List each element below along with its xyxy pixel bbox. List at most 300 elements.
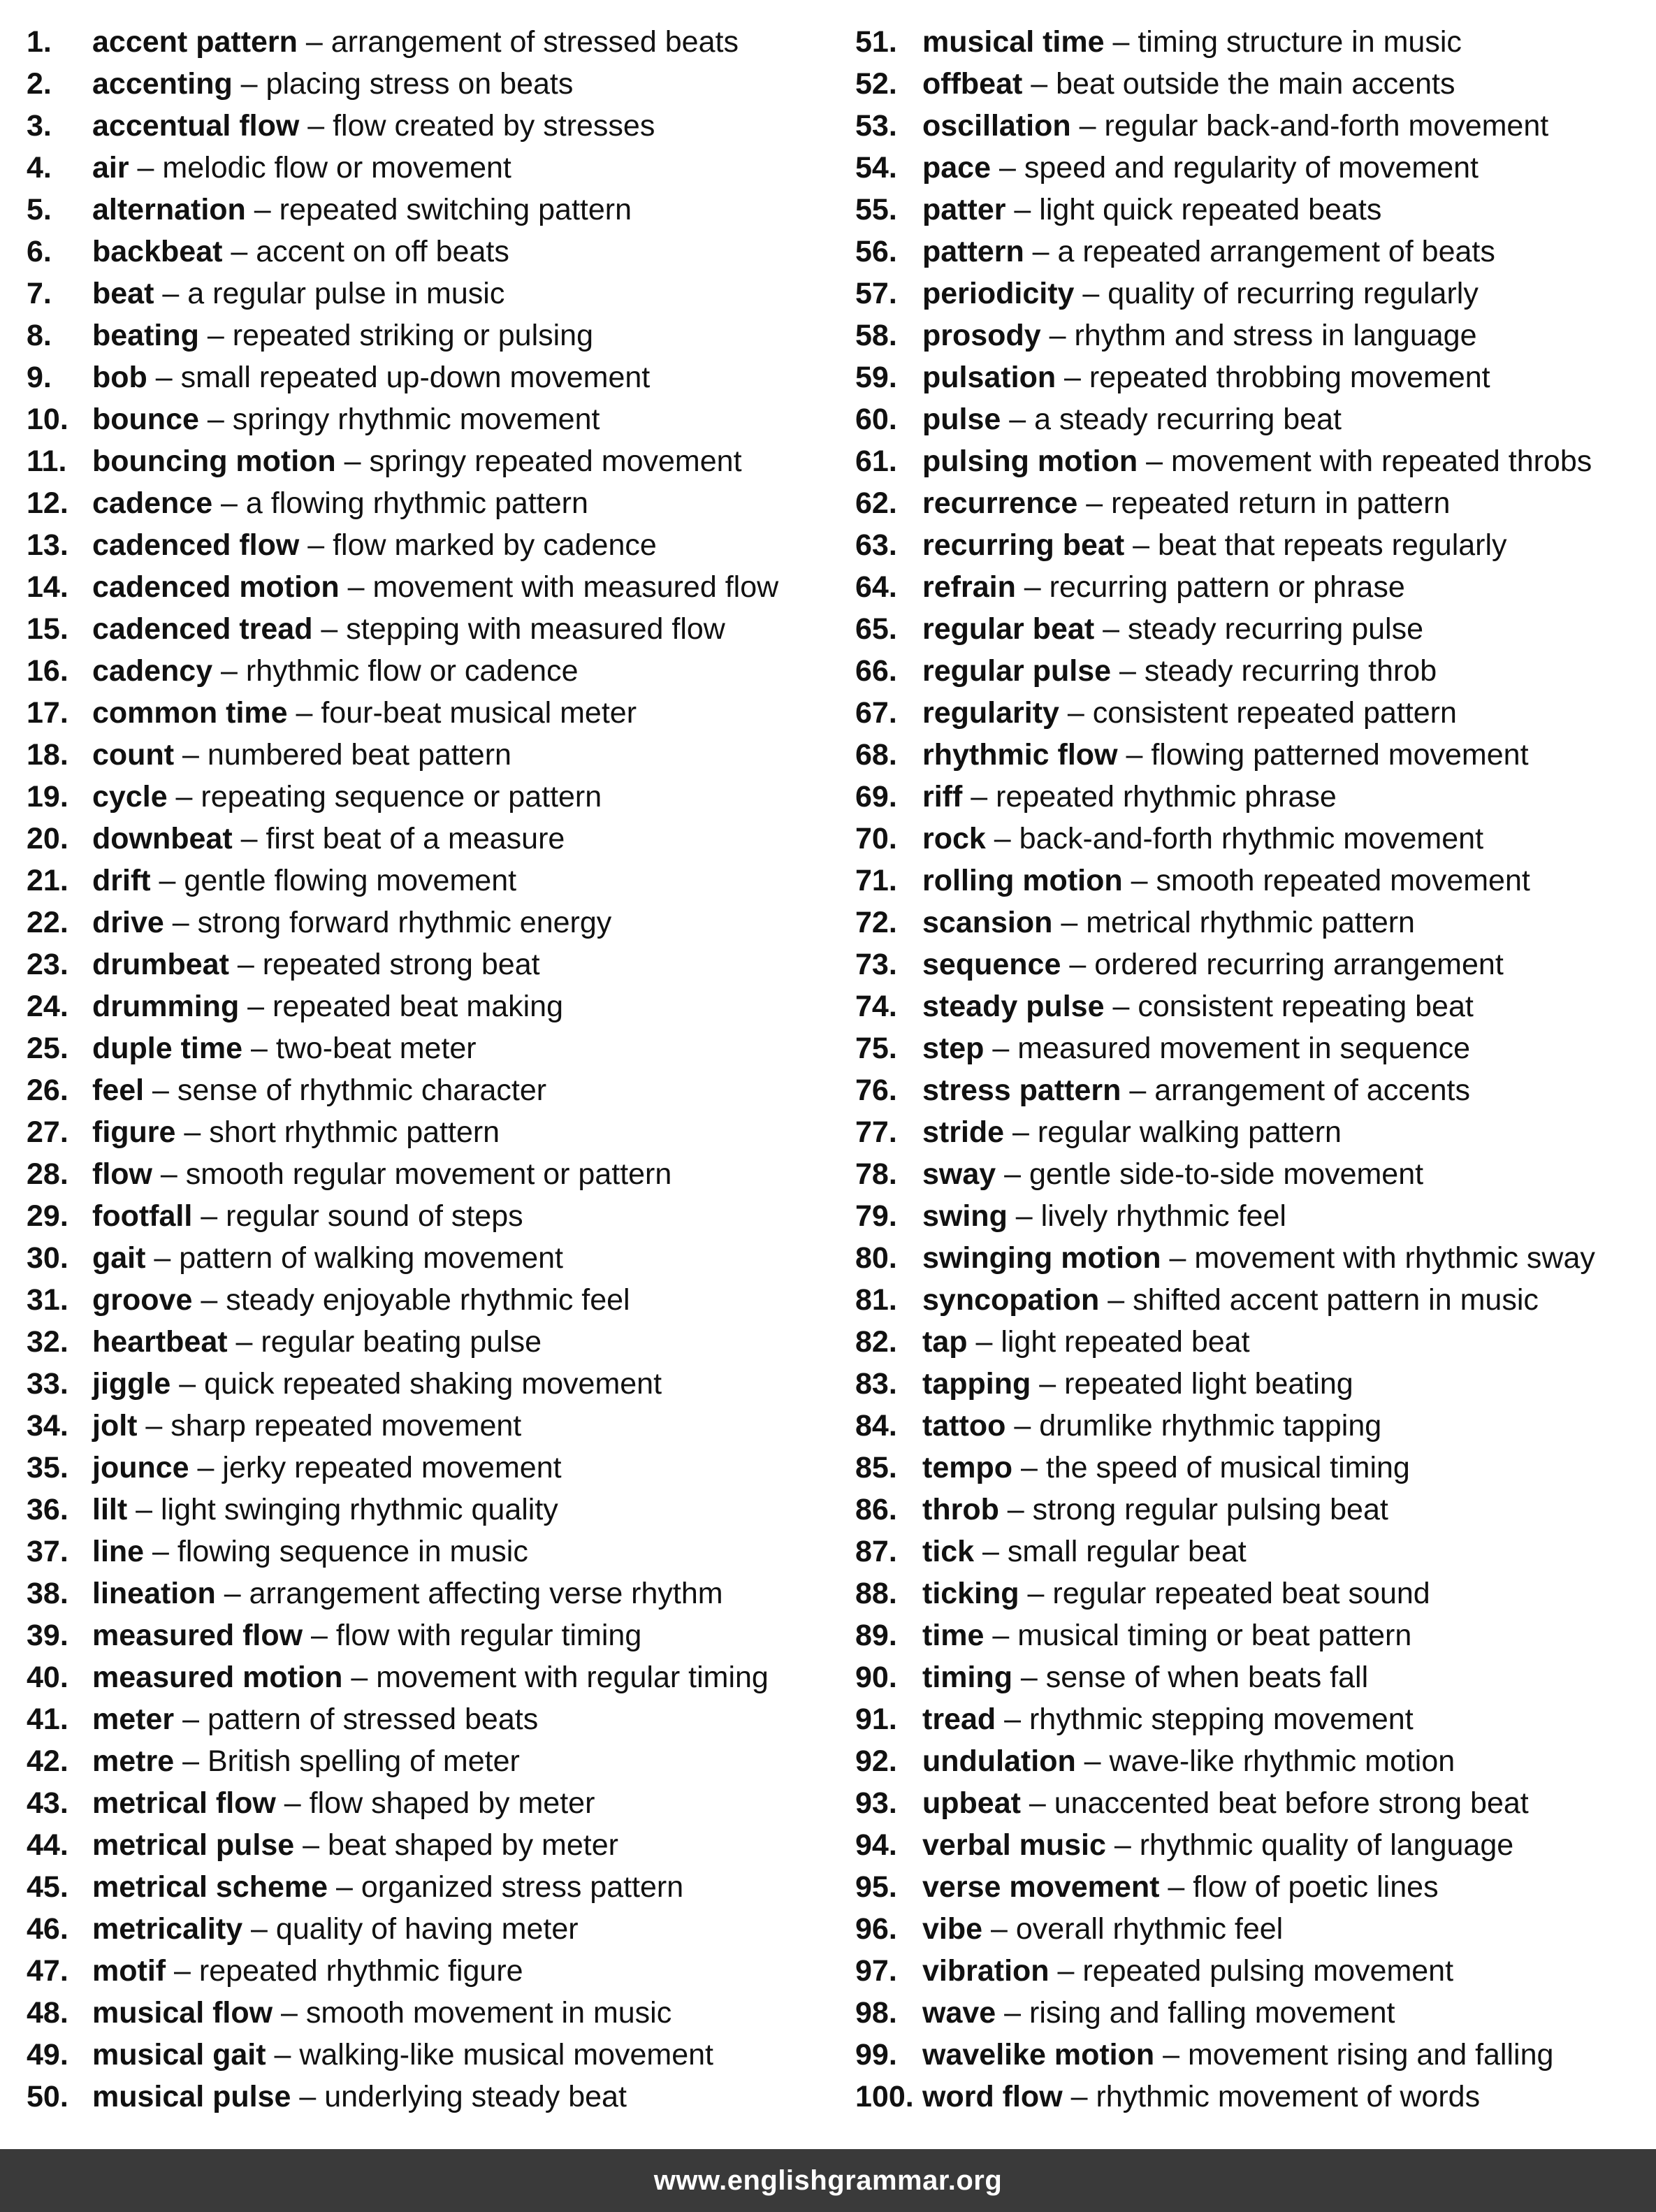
- list-item: [855, 1866, 1656, 1908]
- entry-term: swing: [922, 1199, 1008, 1233]
- entry-definition: flow with regular timing: [335, 1619, 642, 1652]
- list-item: [27, 356, 851, 398]
- entry-number: 73.: [855, 948, 897, 981]
- entry-separator: –: [1070, 109, 1105, 143]
- entry-number: 53.: [855, 109, 897, 143]
- entry-term: metrical pulse: [92, 1828, 295, 1862]
- entry-term: metrical flow: [92, 1786, 276, 1820]
- entry-definition: a steady recurring beat: [1034, 403, 1342, 436]
- list-item: [27, 776, 851, 818]
- entry-term: jounce: [92, 1451, 189, 1484]
- entry-separator: –: [1122, 864, 1156, 897]
- list-item: [27, 21, 851, 63]
- entry-term: rock: [922, 822, 986, 855]
- entry-separator: –: [1061, 948, 1095, 981]
- entry-number: 8.: [27, 319, 52, 352]
- entry-separator: –: [150, 864, 184, 897]
- entry-number: 18.: [27, 738, 68, 772]
- entry-term: accentual flow: [92, 109, 300, 143]
- list-item: [855, 273, 1656, 315]
- list-item: [855, 1782, 1656, 1824]
- entry-separator: –: [245, 193, 279, 226]
- list-item: [27, 1908, 851, 1950]
- entry-separator: –: [974, 1535, 1008, 1568]
- entry-separator: –: [1104, 25, 1138, 59]
- entry-definition: flowing sequence in music: [177, 1535, 528, 1568]
- entry-number: 61.: [855, 444, 897, 478]
- list-item: [27, 1405, 851, 1447]
- entry-number: 66.: [855, 654, 897, 688]
- entry-number: 64.: [855, 570, 897, 604]
- entry-separator: –: [1005, 1409, 1040, 1443]
- entry-term: regular beat: [922, 612, 1095, 646]
- entry-term: bounce: [92, 403, 199, 436]
- entry-term: swinging motion: [922, 1241, 1161, 1275]
- entry-separator: –: [996, 1996, 1030, 2030]
- entry-number: 6.: [27, 235, 52, 268]
- entry-separator: –: [1056, 361, 1089, 394]
- entry-number: 83.: [855, 1367, 897, 1401]
- entry-number: 36.: [27, 1493, 68, 1526]
- entry-term: count: [92, 738, 175, 772]
- entry-number: 40.: [27, 1661, 68, 1694]
- list-item: [27, 273, 851, 315]
- entry-definition: flow marked by cadence: [333, 528, 657, 562]
- entry-number: 10.: [27, 403, 68, 436]
- entry-separator: –: [1154, 2038, 1188, 2072]
- list-item: [27, 147, 851, 189]
- entry-term: beating: [92, 319, 199, 352]
- entry-number: 39.: [27, 1619, 68, 1652]
- entry-definition: a flowing rhythmic pattern: [245, 486, 588, 520]
- entry-separator: –: [129, 151, 163, 185]
- entry-term: syncopation: [922, 1283, 1100, 1317]
- entry-term: pattern: [922, 235, 1024, 268]
- entry-number: 85.: [855, 1451, 897, 1484]
- word-list-column-left: [27, 21, 851, 2118]
- entry-definition: light swinging rhythmic quality: [160, 1493, 558, 1526]
- entry-separator: –: [1022, 67, 1056, 101]
- list-item: [27, 315, 851, 356]
- entry-definition: movement rising and falling: [1187, 2038, 1554, 2072]
- entry-term: sequence: [922, 948, 1061, 981]
- list-item: [27, 1027, 851, 1069]
- list-item: [855, 1824, 1656, 1866]
- entry-term: cadency: [92, 654, 213, 688]
- entry-definition: regular sound of steps: [226, 1199, 523, 1233]
- entry-term: sway: [922, 1157, 996, 1191]
- entry-separator: –: [1074, 277, 1108, 310]
- entry-number: 23.: [27, 948, 68, 981]
- entry-number: 51.: [855, 25, 897, 59]
- entry-term: pulse: [922, 403, 1001, 436]
- entry-term: drumming: [92, 990, 240, 1023]
- entry-separator: –: [170, 1367, 205, 1401]
- entry-term: refrain: [922, 570, 1016, 604]
- entry-separator: –: [291, 2080, 325, 2113]
- list-item: [27, 1195, 851, 1237]
- entry-separator: –: [232, 822, 266, 855]
- entry-definition: rhythmic movement of words: [1096, 2080, 1481, 2113]
- entry-separator: –: [228, 948, 263, 981]
- entry-number: 33.: [27, 1367, 68, 1401]
- entry-definition: short rhythmic pattern: [209, 1115, 500, 1149]
- entry-number: 63.: [855, 528, 897, 562]
- entry-number: 17.: [27, 696, 68, 730]
- list-item: [27, 1447, 851, 1489]
- entry-separator: –: [342, 1661, 377, 1694]
- entry-separator: –: [1001, 403, 1035, 436]
- entry-definition: stepping with measured flow: [346, 612, 725, 646]
- entry-definition: sharp repeated movement: [170, 1409, 522, 1443]
- entry-separator: –: [273, 1996, 306, 2030]
- entry-term: tempo: [922, 1451, 1012, 1484]
- list-item: [855, 1908, 1656, 1950]
- entry-definition: the speed of musical timing: [1045, 1451, 1410, 1484]
- list-item: [855, 608, 1656, 650]
- entry-number: 100.: [855, 2080, 914, 2113]
- entry-term: periodicity: [922, 277, 1075, 310]
- entry-separator: –: [227, 1325, 261, 1359]
- entry-number: 7.: [27, 277, 52, 310]
- entry-separator: –: [215, 1577, 249, 1610]
- list-item: [855, 1153, 1656, 1195]
- entry-term: drift: [92, 864, 151, 897]
- entry-number: 28.: [27, 1157, 68, 1191]
- list-item: [855, 1992, 1656, 2034]
- entry-term: duple time: [92, 1032, 243, 1065]
- entry-number: 89.: [855, 1619, 897, 1652]
- entry-number: 16.: [27, 654, 68, 688]
- list-item: [27, 231, 851, 273]
- entry-separator: –: [328, 1870, 361, 1904]
- entry-separator: –: [294, 1828, 328, 1862]
- entry-separator: –: [287, 696, 321, 730]
- entry-definition: melodic flow or movement: [162, 151, 511, 185]
- entry-number: 2.: [27, 67, 52, 101]
- entry-separator: –: [212, 486, 246, 520]
- entry-definition: gentle side-to-side movement: [1029, 1157, 1424, 1191]
- list-item: [27, 1992, 851, 2034]
- entry-number: 74.: [855, 990, 897, 1023]
- entry-definition: underlying steady beat: [324, 2080, 627, 2113]
- entry-definition: beat outside the main accents: [1056, 67, 1455, 101]
- entry-term: step: [922, 1032, 985, 1065]
- entry-definition: repeated rhythmic phrase: [996, 780, 1337, 814]
- entry-separator: –: [147, 361, 181, 394]
- entry-definition: back-and-forth rhythmic movement: [1019, 822, 1484, 855]
- entry-definition: movement with repeated throbs: [1170, 444, 1592, 478]
- entry-term: pace: [922, 151, 992, 185]
- entry-definition: flowing patterned movement: [1151, 738, 1529, 772]
- entry-number: 13.: [27, 528, 68, 562]
- entry-definition: metrical rhythmic pattern: [1086, 906, 1415, 939]
- entry-number: 94.: [855, 1828, 897, 1862]
- entry-definition: arrangement of accents: [1154, 1074, 1470, 1107]
- entry-number: 4.: [27, 151, 52, 185]
- entry-definition: small repeated up-down movement: [180, 361, 651, 394]
- entry-term: drumbeat: [92, 948, 229, 981]
- entry-number: 37.: [27, 1535, 68, 1568]
- entry-term: cycle: [92, 780, 168, 814]
- entry-term: vibration: [922, 1954, 1049, 1988]
- entry-number: 92.: [855, 1744, 897, 1778]
- entry-definition: smooth movement in music: [305, 1996, 672, 2030]
- entry-separator: –: [991, 151, 1024, 185]
- list-item: [855, 1321, 1656, 1363]
- list-item: [27, 2034, 851, 2076]
- entry-number: 38.: [27, 1577, 68, 1610]
- entry-number: 69.: [855, 780, 897, 814]
- entry-separator: –: [242, 1032, 276, 1065]
- entry-number: 70.: [855, 822, 897, 855]
- entry-term: stress pattern: [922, 1074, 1121, 1107]
- entry-term: drive: [92, 906, 164, 939]
- entry-term: lilt: [92, 1493, 128, 1526]
- entry-separator: –: [1020, 1786, 1054, 1820]
- entry-term: oscillation: [922, 109, 1071, 143]
- list-item: [855, 818, 1656, 860]
- entry-term: measured motion: [92, 1661, 343, 1694]
- entry-number: 67.: [855, 696, 897, 730]
- entry-definition: regular back-and-forth movement: [1104, 109, 1549, 143]
- entry-number: 43.: [27, 1786, 68, 1820]
- entry-number: 50.: [27, 2080, 68, 2113]
- entry-term: lineation: [92, 1577, 216, 1610]
- entry-definition: jerky repeated movement: [222, 1451, 562, 1484]
- entry-term: groove: [92, 1283, 193, 1317]
- entry-term: cadenced tread: [92, 612, 313, 646]
- entry-number: 79.: [855, 1199, 897, 1233]
- list-item: [855, 1405, 1656, 1447]
- entry-definition: smooth repeated movement: [1156, 864, 1530, 897]
- entry-number: 84.: [855, 1409, 897, 1443]
- entry-number: 45.: [27, 1870, 68, 1904]
- entry-number: 31.: [27, 1283, 68, 1317]
- entry-definition: light repeated beat: [1001, 1325, 1250, 1359]
- entry-separator: –: [1040, 319, 1075, 352]
- entry-term: pulsation: [922, 361, 1056, 394]
- entry-number: 3.: [27, 109, 52, 143]
- entry-term: cadenced flow: [92, 528, 300, 562]
- entry-definition: beat shaped by meter: [328, 1828, 618, 1862]
- list-item: [855, 231, 1656, 273]
- entry-definition: beat that repeats regularly: [1157, 528, 1507, 562]
- entry-definition: regular walking pattern: [1037, 1115, 1342, 1149]
- list-item: [27, 1153, 851, 1195]
- list-item: [27, 482, 851, 524]
- entry-separator: –: [145, 1241, 180, 1275]
- entry-separator: –: [984, 1619, 1018, 1652]
- list-item: [855, 440, 1656, 482]
- entry-term: upbeat: [922, 1786, 1021, 1820]
- entry-separator: –: [297, 25, 331, 59]
- entry-separator: –: [212, 654, 246, 688]
- list-item: [27, 650, 851, 692]
- list-item: [27, 1237, 851, 1279]
- entry-separator: –: [299, 528, 333, 562]
- entry-separator: –: [1019, 1577, 1053, 1610]
- entry-definition: steady recurring pulse: [1127, 612, 1424, 646]
- entry-separator: –: [239, 990, 273, 1023]
- entry-separator: –: [175, 1115, 210, 1149]
- entry-separator: –: [998, 1493, 1033, 1526]
- entry-number: 60.: [855, 403, 897, 436]
- entry-number: 42.: [27, 1744, 68, 1778]
- entry-separator: –: [1094, 612, 1128, 646]
- entry-number: 29.: [27, 1199, 68, 1233]
- entry-separator: –: [335, 444, 370, 478]
- entry-separator: –: [174, 1703, 208, 1736]
- entry-definition: repeating sequence or pattern: [201, 780, 602, 814]
- list-item: [855, 1489, 1656, 1531]
- entry-term: verbal music: [922, 1828, 1106, 1862]
- entry-number: 57.: [855, 277, 897, 310]
- entry-term: metricality: [92, 1912, 243, 1946]
- entry-term: line: [92, 1535, 145, 1568]
- entry-number: 46.: [27, 1912, 68, 1946]
- entry-definition: a repeated arrangement of beats: [1057, 235, 1495, 268]
- entry-term: heartbeat: [92, 1325, 228, 1359]
- list-item: [855, 398, 1656, 440]
- entry-term: gait: [92, 1241, 146, 1275]
- list-item: [27, 1279, 851, 1321]
- list-item: [27, 692, 851, 734]
- entry-term: regularity: [922, 696, 1059, 730]
- entry-definition: British spelling of meter: [207, 1744, 520, 1778]
- list-item: [855, 1950, 1656, 1992]
- entry-term: scansion: [922, 906, 1053, 939]
- entry-definition: pattern of walking movement: [179, 1241, 563, 1275]
- list-item: [27, 818, 851, 860]
- list-item: [855, 1279, 1656, 1321]
- list-item: [855, 1069, 1656, 1111]
- entry-separator: –: [1062, 2080, 1096, 2113]
- entry-definition: gentle flowing movement: [184, 864, 517, 897]
- entry-separator: –: [1111, 654, 1145, 688]
- entry-term: measured flow: [92, 1619, 303, 1652]
- entry-number: 88.: [855, 1577, 897, 1610]
- entry-term: musical time: [922, 25, 1105, 59]
- entry-separator: –: [339, 570, 373, 604]
- entry-term: musical gait: [92, 2038, 266, 2072]
- entry-term: accent pattern: [92, 25, 298, 59]
- entry-term: wave: [922, 1996, 996, 2030]
- entry-term: riff: [922, 780, 963, 814]
- list-item: [27, 524, 851, 566]
- list-item: [27, 440, 851, 482]
- list-item: [855, 315, 1656, 356]
- entry-definition: repeated light beating: [1064, 1367, 1353, 1401]
- entry-separator: –: [1117, 738, 1152, 772]
- entry-number: 77.: [855, 1115, 897, 1149]
- entry-number: 1.: [27, 25, 52, 59]
- entry-term: offbeat: [922, 67, 1023, 101]
- list-item: [855, 692, 1656, 734]
- entry-separator: –: [1049, 1954, 1083, 1988]
- footer-website-link[interactable]: www.englishgrammar.org: [653, 2164, 1003, 2196]
- entry-term: metre: [92, 1744, 175, 1778]
- list-item: [27, 1069, 851, 1111]
- list-item: [27, 1824, 851, 1866]
- entry-definition: timing structure in music: [1138, 25, 1462, 59]
- list-item: [27, 608, 851, 650]
- entry-definition: movement with rhythmic sway: [1194, 1241, 1595, 1275]
- entry-term: downbeat: [92, 822, 233, 855]
- entry-term: common time: [92, 696, 288, 730]
- list-item: [27, 944, 851, 985]
- entry-term: tread: [922, 1703, 996, 1736]
- entry-definition: light quick repeated beats: [1039, 193, 1382, 226]
- entry-number: 22.: [27, 906, 68, 939]
- list-item: [27, 1111, 851, 1153]
- entry-number: 97.: [855, 1954, 897, 1988]
- list-item: [855, 2076, 1656, 2118]
- list-item: [855, 944, 1656, 985]
- entry-definition: quality of recurring regularly: [1107, 277, 1479, 310]
- entry-definition: arrangement affecting verse rhythm: [249, 1577, 723, 1610]
- entry-definition: springy rhythmic movement: [232, 403, 600, 436]
- list-item: [27, 1531, 851, 1573]
- entry-term: musical flow: [92, 1996, 273, 2030]
- list-item: [27, 1363, 851, 1405]
- list-item: [27, 1698, 851, 1740]
- entry-definition: steady recurring throb: [1144, 654, 1437, 688]
- entry-separator: –: [275, 1786, 310, 1820]
- entry-separator: –: [982, 1912, 1016, 1946]
- entry-term: timing: [922, 1661, 1012, 1694]
- entry-definition: repeated striking or pulsing: [232, 319, 594, 352]
- list-item: [855, 147, 1656, 189]
- entry-definition: arrangement of stressed beats: [331, 25, 739, 59]
- list-item: [855, 189, 1656, 231]
- entry-term: regular pulse: [922, 654, 1112, 688]
- list-item: [855, 105, 1656, 147]
- entry-term: figure: [92, 1115, 176, 1149]
- entry-definition: repeated throbbing movement: [1089, 361, 1490, 394]
- entry-definition: movement with measured flow: [372, 570, 779, 604]
- list-item: [855, 1740, 1656, 1782]
- entry-number: 19.: [27, 780, 68, 814]
- entry-number: 11.: [27, 444, 67, 478]
- entry-separator: –: [1052, 906, 1087, 939]
- entry-separator: –: [1015, 570, 1049, 604]
- entry-definition: regular repeated beat sound: [1052, 1577, 1430, 1610]
- entry-definition: lively rhythmic feel: [1040, 1199, 1286, 1233]
- entry-definition: repeated pulsing movement: [1082, 1954, 1454, 1988]
- entry-separator: –: [967, 1325, 1001, 1359]
- entry-separator: –: [996, 1703, 1029, 1736]
- footer-bar: [0, 2149, 1656, 2212]
- entry-number: 32.: [27, 1325, 68, 1359]
- entry-term: ticking: [922, 1577, 1019, 1610]
- entry-definition: flow shaped by meter: [309, 1786, 595, 1820]
- entry-separator: –: [242, 1912, 276, 1946]
- entry-term: prosody: [922, 319, 1041, 352]
- entry-separator: –: [1077, 486, 1112, 520]
- list-item: [855, 1027, 1656, 1069]
- entry-separator: –: [1004, 1115, 1038, 1149]
- entry-term: bouncing motion: [92, 444, 336, 478]
- entry-separator: –: [167, 780, 201, 814]
- entry-number: 47.: [27, 1954, 68, 1988]
- entry-separator: –: [174, 738, 208, 772]
- list-item: [27, 1489, 851, 1531]
- list-item: [27, 1866, 851, 1908]
- entry-term: cadence: [92, 486, 213, 520]
- entry-term: tap: [922, 1325, 968, 1359]
- entry-definition: organized stress pattern: [361, 1870, 684, 1904]
